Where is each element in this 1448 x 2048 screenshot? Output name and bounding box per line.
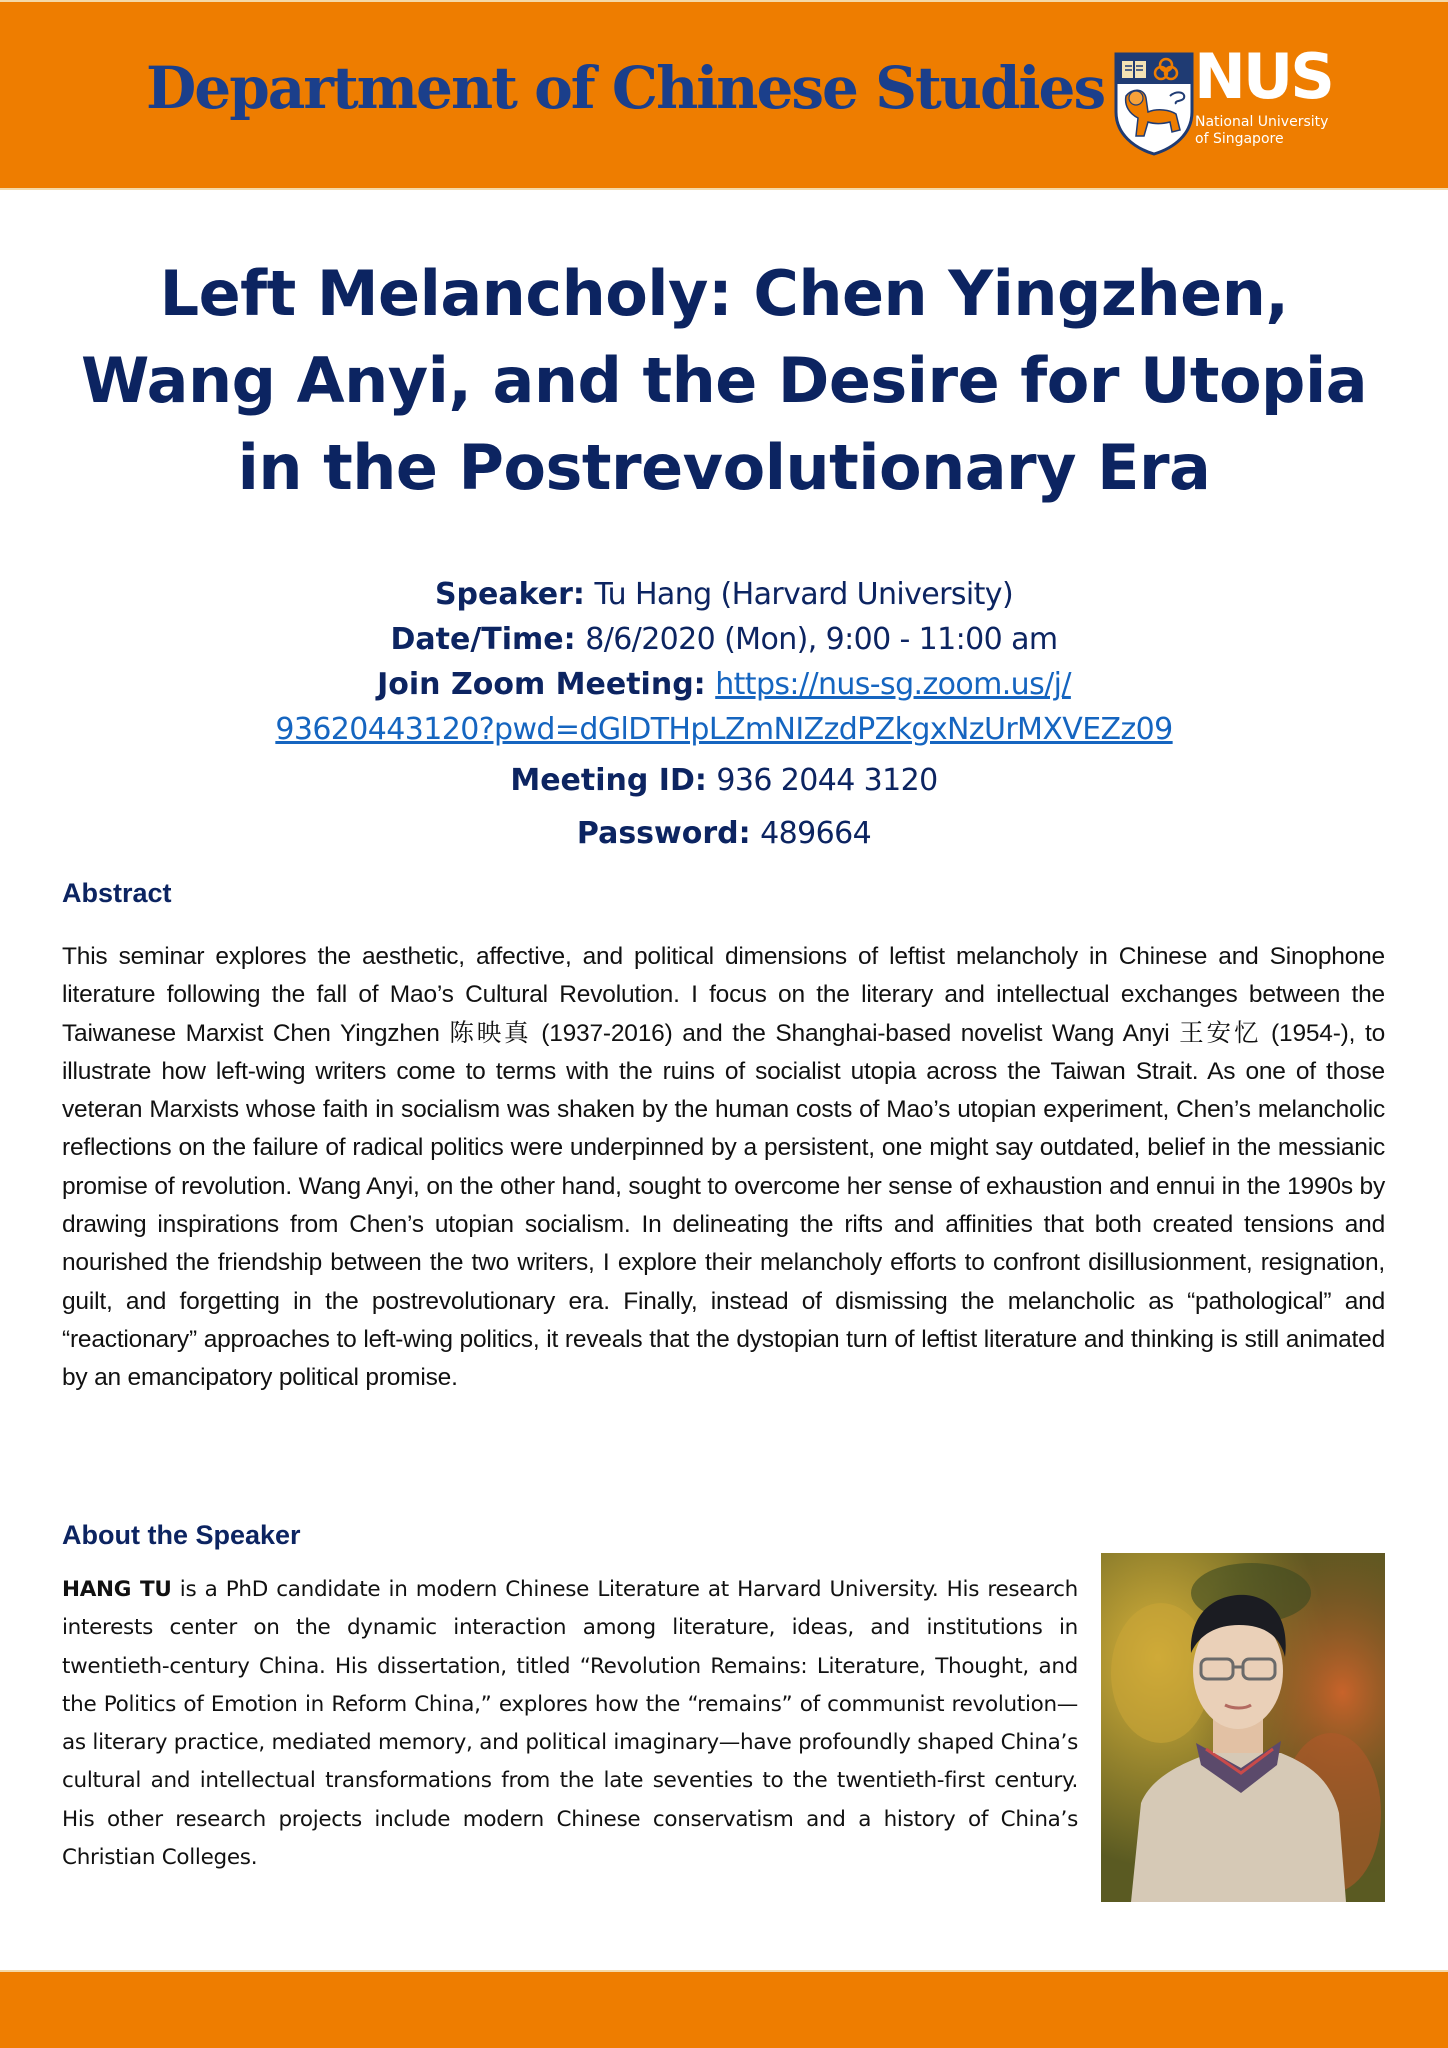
- nus-full-name: [1195, 114, 1328, 148]
- nus-logo: [1070, 32, 1386, 172]
- speaker-portrait-icon: [1101, 1553, 1385, 1902]
- header-banner: [0, 0, 1448, 190]
- nus-name-line-1: National University: [1195, 114, 1329, 130]
- password-value: 489664: [760, 816, 872, 851]
- abstract-heading: Abstract: [62, 878, 172, 908]
- speaker-name: HANG TU: [62, 1577, 172, 1602]
- datetime-row: [100, 617, 1348, 662]
- password-row: [100, 809, 1348, 858]
- speaker-bio: [62, 1571, 1078, 1877]
- speaker-row: [100, 572, 1348, 617]
- meeting-id-value: 936 2044 3120: [716, 763, 938, 798]
- zoom-row: [100, 662, 1348, 707]
- nus-crest-icon: [1114, 52, 1194, 156]
- speaker-photo: [1101, 1553, 1385, 1902]
- nus-name-line-2: of Singapore: [1195, 131, 1284, 147]
- zoom-link-row: [100, 707, 1348, 752]
- event-title-line-2: Wang Anyi, and the Desire for Utopia: [80, 344, 1368, 417]
- department-title: Department of Chinese Studies: [146, 54, 1105, 122]
- event-title: [60, 250, 1388, 511]
- speaker-value: Tu Hang (Harvard University): [594, 577, 1014, 612]
- about-speaker-heading: About the Speaker: [62, 1520, 301, 1550]
- datetime-value: 8/6/2020 (Mon), 9:00 - 11:00 am: [585, 622, 1058, 657]
- event-title-line-3: in the Postrevolutionary Era: [237, 431, 1211, 504]
- abstract-body: This seminar explores the aesthetic, affective, and political dimensions of leftist melancholy in Chinese and Sinophone literature following the fall of Mao’s Cultural Revolution. I focus on the literary and intellectual exchanges between the Taiwanese Marxist Chen Yingzhen 陈映真 (1937-2016) and the Shanghai-based novelist Wang Anyi 王安忆 (1954-), to illustrate how left-wing writers come to terms with the ruins of socialist utopia across the Taiwan Strait. As one of those veteran Marxists whose faith in socialism was shaken by the human costs of Mao’s utopian experiment, Chen’s melancholic reflections on the failure of radical politics were underpinned by a persistent, one might say outdated, belief in the messianic promise of revolution. Wang Anyi, on the other hand, sought to overcome her sense of exhaustion and ennui in the 1990s by drawing inspirations from Chen’s utopian socialism. In delineating the rifts and affinities that both created tensions and nourished the friendship between the two writers, I explore their melancholy efforts to confront disillusionment, resignation, guilt, and forgetting in the postrevolutionary era. Finally, instead of dismissing the melancholic as “pathological” and “reactionary” approaches to left-wing politics, it reveals that the dystopian turn of leftist literature and thinking is still animated by an emancipatory political promise.: [62, 943, 1385, 1392]
- footer-band: [0, 1970, 1448, 2048]
- datetime-label: Date/Time:: [390, 622, 576, 657]
- password-label: Password:: [576, 816, 751, 851]
- nus-acronym: NUS: [1194, 40, 1332, 113]
- speaker-bio-text: is a PhD candidate in modern Chinese Literature at Harvard University. His research interests center on the dynamic interaction among literature, ideas, and institutions in twentieth-century China. His dissertation, titled “Revolution Remains: Literature, Thought, and the Politics of Emotion in Reform China,” explores how the “remains” of communist revolution—as literary practice, mediated memory, and political imaginary—have profoundly shaped China’s cultural and intellectual transformations from the late seventies to the twentieth-first century. His other research projects include modern Chinese conservatism and a history of China’s Christian Colleges.: [62, 1577, 1078, 1871]
- meeting-id-row: [100, 756, 1348, 805]
- meeting-id-label: Meeting ID:: [510, 763, 707, 798]
- zoom-link-part-2[interactable]: 93620443120?pwd=dGlDTHpLZmNIZzdPZkgxNzUrMXVEZz09: [275, 712, 1173, 747]
- event-details: [100, 572, 1348, 858]
- event-title-line-1: Left Melancholy: Chen Yingzhen,: [159, 257, 1289, 330]
- zoom-label: Join Zoom Meeting:: [377, 667, 706, 702]
- zoom-link-part-1[interactable]: https://nus-sg.zoom.us/j/: [715, 667, 1071, 702]
- speaker-label: Speaker:: [434, 577, 585, 612]
